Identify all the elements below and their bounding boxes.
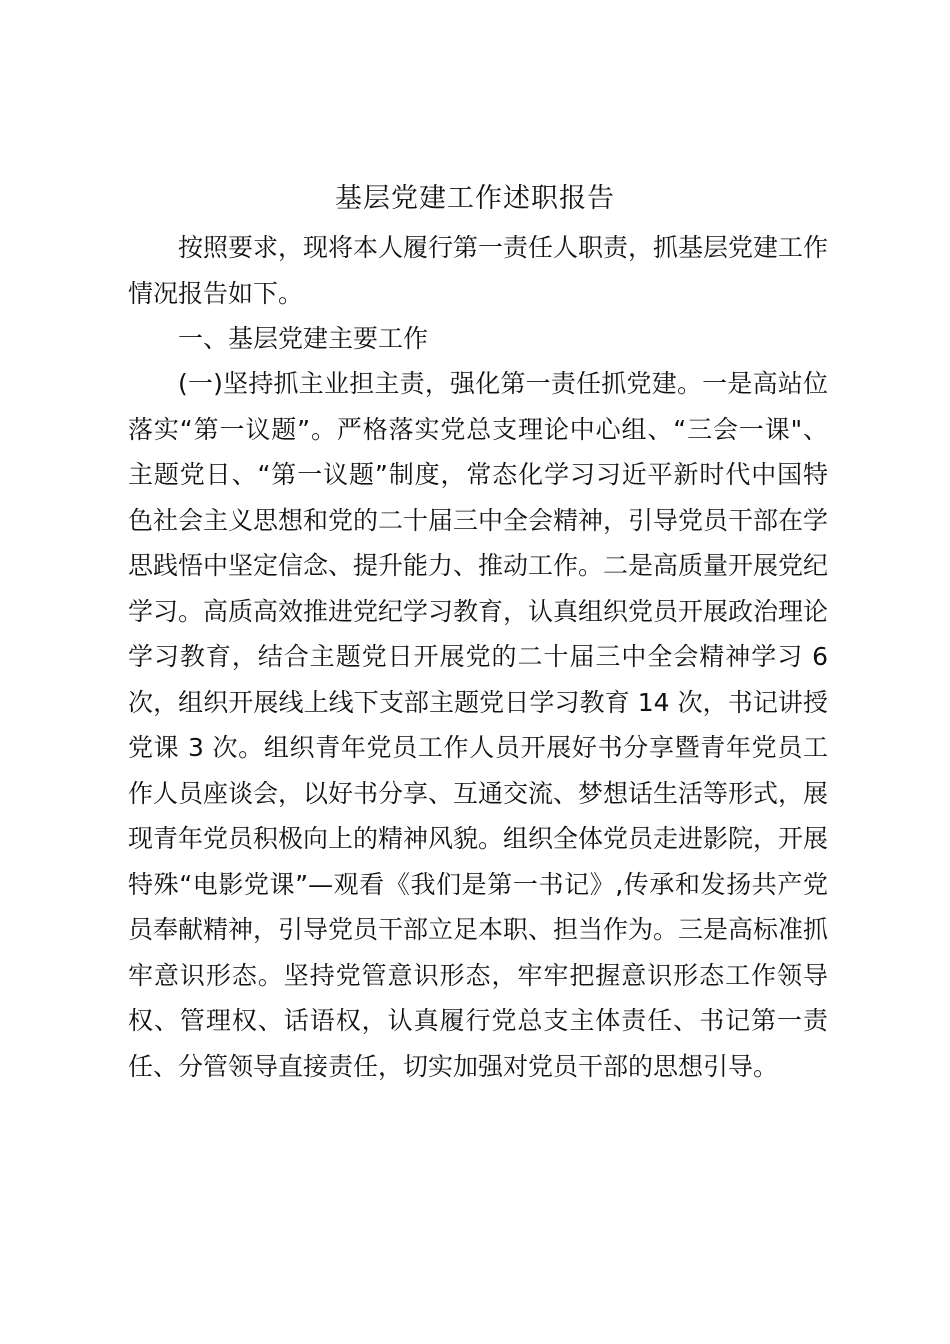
document-title: 基层党建工作述职报告: [335, 183, 615, 214]
intro-paragraph: 按照要求，现将本人履行第一责任人职责，抓基层党建工作情况报告如下。: [128, 233, 829, 308]
section-body-paragraph: (一)坚持抓主业担主责，强化第一责任抓党建。一是高站位落实“第一议题”。严格落实党总支理论中心组、“三会一课"、主题党日、“第一议题”制度，常态化学习习近平新时代中国特色社会主义思想和党的二十届三中全会精神，引导党员干部在学思践悟中坚定信念、提升能力、推动工作。二是高质量开展党纪学习。高质高效推进党纪学习教育，认真组织党员开展政治理论学习教育，结合主题党日开展党的二十届三中全会精神学习 6 次，组织开展线上线下支部主题党日学习教育 14 次，书记讲授党课 3 次。组织青年党员工作人员开展好书分享暨青年党员工作人员座谈会，以好书分享、互通交流、梦想话生活等形式，展现青年党员积极向上的精神风貌。组织全体党员走进影院，开展特殊“电影党课”—观看《我们是第一书记》,传承和发扬共产党员奉献精神，引导党员干部立足本职、担当作为。三是高标准抓牢意识形态。坚持党管意识形态，牢牢把握意识形态工作领导权、管理权、话语权，认真履行党总支主体责任、书记第一责任、分管领导直接责任，切实加强对党员干部的思想引导。: [128, 369, 829, 1081]
section-heading: 一、基层党建主要工作: [178, 324, 429, 353]
